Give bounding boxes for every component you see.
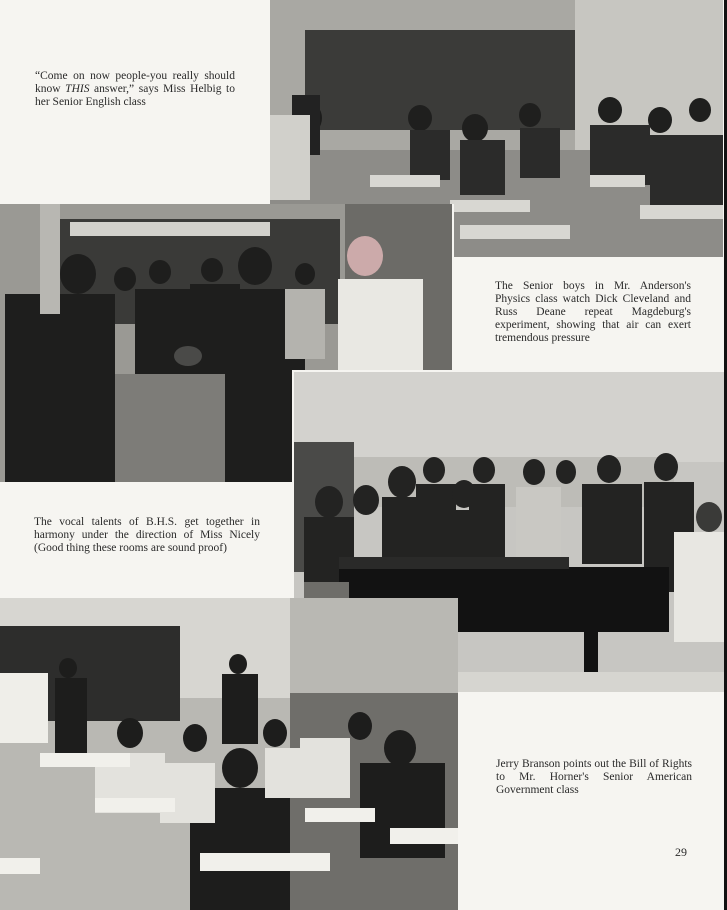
english-caption-emphasis: THIS: [65, 83, 90, 95]
government-class-caption: Jerry Branson points out the Bill of Rights to Mr. Horner's Senior American Government class: [496, 758, 692, 796]
english-caption-before: “Come on now people-you really should know: [35, 70, 235, 95]
vocal-group-caption: The vocal talents of B.H.S. get together in harmony under the direction of Miss Nicely (Good thing these rooms are sound proof): [34, 516, 260, 554]
physics-class-caption: The Senior boys in Mr. Anderson's Physics class watch Dick Cleveland and Russ Deane repeat Magdeburg's experiment, showing that air can exert tremendous pressure: [495, 280, 691, 344]
government-class-photo: [0, 598, 458, 910]
english-caption-after: answer,” says Miss Helbig to her Senior English class: [35, 83, 235, 108]
english-class-caption: [35, 70, 235, 109]
government-class-photo-art: [0, 598, 458, 910]
page-number: 29: [675, 845, 687, 859]
